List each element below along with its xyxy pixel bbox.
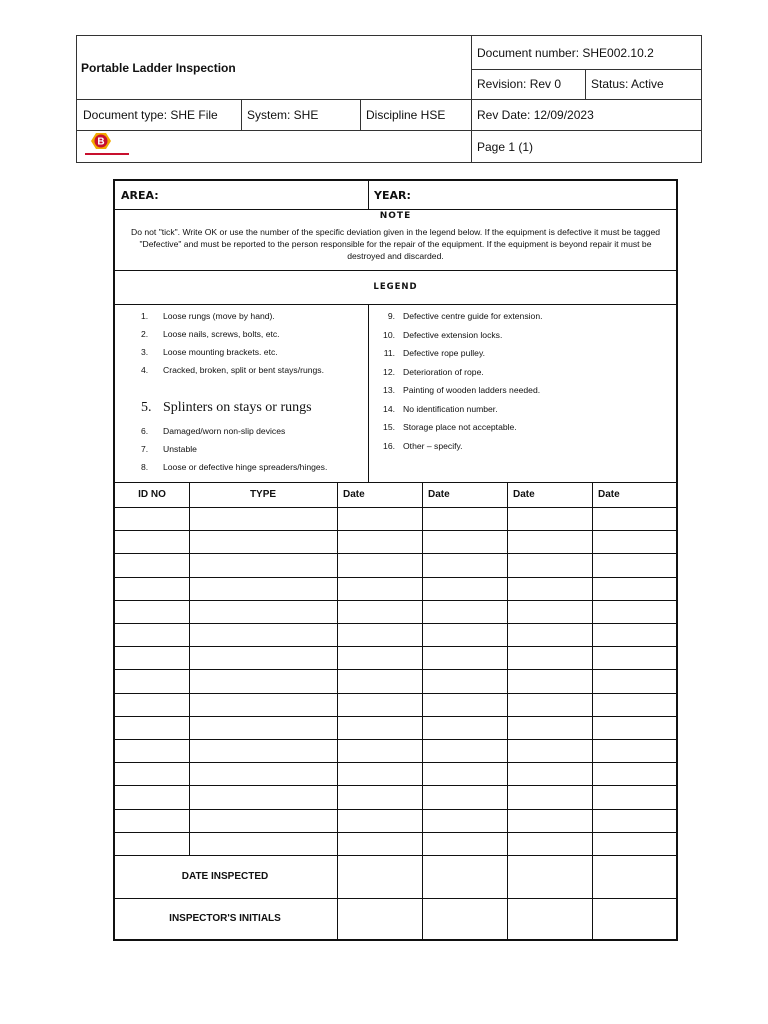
legend-item-number: 7. <box>141 444 149 454</box>
inspection-form <box>113 179 678 941</box>
table-column-rule <box>422 482 423 939</box>
legend-item-number: 1. <box>141 311 149 321</box>
legend-title: LEGEND <box>373 282 418 292</box>
legend-item-number: 16. <box>383 440 395 451</box>
document-type: Document type: SHE File <box>83 107 218 122</box>
legend-item-text: Defective extension locks. <box>403 329 503 340</box>
legend-item-5 <box>141 400 312 416</box>
document-header <box>76 35 702 163</box>
table-column-rule <box>507 482 508 939</box>
legend-item-text: Damaged/worn non-slip devices <box>163 426 286 436</box>
legend-item-text: Cracked, broken, split or bent stays/rungs. <box>163 365 324 375</box>
status: Status: Active <box>591 77 664 91</box>
area-label: AREA: <box>121 189 159 202</box>
legend-item-text: Loose nails, screws, bolts, etc. <box>163 329 280 339</box>
table-column-rule <box>189 482 190 855</box>
legend-item-number: 8. <box>141 462 149 472</box>
rev-date: Rev Date: 12/09/2023 <box>477 107 594 122</box>
legend-item-16 <box>373 441 463 451</box>
legend-item-text: Storage place not acceptable. <box>403 422 517 432</box>
legend-item-text: Loose rungs (move by hand). <box>163 311 275 321</box>
legend-item-text: Defective centre guide for extension. <box>403 311 543 321</box>
document-title: Portable Ladder Inspection <box>81 60 236 75</box>
legend-item-14 <box>373 404 498 414</box>
legend-item-3 <box>141 347 278 357</box>
legend-item-7 <box>141 444 197 454</box>
column-header-6: Date <box>598 489 620 500</box>
legend-item-number: 2. <box>141 329 149 339</box>
year-label: YEAR: <box>374 189 411 202</box>
legend-item-number: 11. <box>383 348 395 358</box>
legend-item-6 <box>141 426 285 436</box>
legend-item-11 <box>373 348 485 358</box>
logo-letter: B <box>97 136 105 148</box>
legend-item-text: No identification number. <box>403 403 498 414</box>
legend-item-number: 6. <box>141 426 149 436</box>
legend-item-8 <box>141 462 327 472</box>
table-column-rule <box>337 482 338 939</box>
system: System: SHE <box>247 107 319 122</box>
legend-item-15 <box>373 422 517 432</box>
company-logo <box>83 132 129 158</box>
column-header-5: Date <box>513 489 535 500</box>
legend-item-text: Deterioration of rope. <box>403 366 484 377</box>
column-header-3: Date <box>343 489 365 500</box>
legend-item-number: 14. <box>383 403 395 414</box>
legend-item-13 <box>373 385 540 395</box>
legend-item-number: 15. <box>383 422 395 432</box>
legend-item-number: 12. <box>383 366 395 377</box>
inspector-initials-label: INSPECTOR'S INITIALS <box>169 913 281 924</box>
legend-item-text: Defective rope pulley. <box>403 348 486 358</box>
legend-item-text: Loose or defective hinge spreaders/hinges. <box>163 462 328 472</box>
legend-item-number: 10. <box>383 329 395 340</box>
legend-item-number: 5. <box>141 400 152 415</box>
document-number: Document number: SHE002.10.2 <box>477 45 654 60</box>
legend-item-text: Other – specify. <box>403 440 463 451</box>
column-header-4: Date <box>428 489 450 500</box>
legend-item-number: 4. <box>141 365 149 375</box>
revision: Revision: Rev 0 <box>477 77 562 91</box>
legend-item-4 <box>141 365 324 375</box>
legend-item-12 <box>373 367 484 377</box>
discipline: Discipline HSE <box>366 107 446 122</box>
column-header-1: ID NO <box>138 489 166 500</box>
legend-item-text: Splinters on stays or rungs <box>163 400 312 415</box>
page-number: Page 1 (1) <box>477 139 534 154</box>
note-title: NOTE <box>379 211 412 221</box>
legend-item-text: Unstable <box>163 444 197 454</box>
date-inspected-label: DATE INSPECTED <box>181 871 269 882</box>
legend-item-number: 3. <box>141 347 149 357</box>
legend-item-1 <box>141 311 275 321</box>
legend-item-number: 13. <box>383 385 395 395</box>
legend-item-10 <box>373 330 502 340</box>
column-header-2: TYPE <box>249 489 277 500</box>
legend-item-text: Loose mounting brackets. etc. <box>163 347 278 357</box>
logo-tagline-bar <box>85 153 129 155</box>
legend-item-9 <box>373 311 543 321</box>
note-text: Do not "tick". Write OK or use the number of the specific deviation given in the legend below. If the equipment is defective it must be tagged "Defective" and must be reported to the person responsible for the repair of the equipment. If the equipment is beyond repair it must be destroyed and discarded. <box>130 227 661 261</box>
legend-item-text: Painting of wooden ladders needed. <box>403 385 541 395</box>
legend-item-number: 9. <box>387 311 395 321</box>
table-column-rule <box>592 482 593 939</box>
legend-item-2 <box>141 329 280 339</box>
